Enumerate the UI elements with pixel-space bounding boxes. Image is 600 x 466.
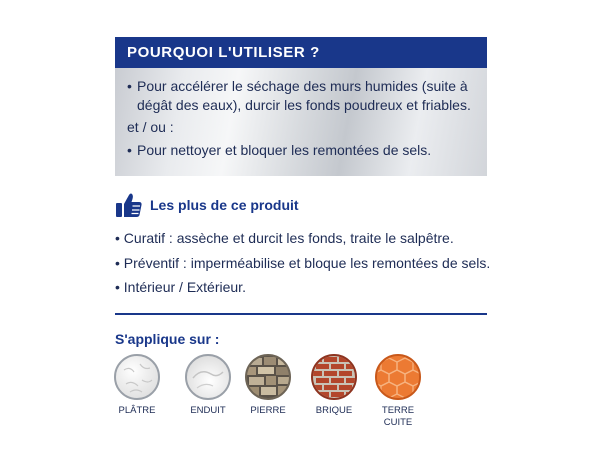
benefit-item: • Intérieur / Extérieur. (115, 279, 246, 295)
why-use-panel (115, 37, 487, 176)
pierre-swatch (245, 354, 291, 400)
applies-on-title: S'applique sur : (115, 331, 220, 347)
section-divider (115, 313, 487, 315)
material-label-line-1: PLÂTRE (118, 405, 156, 416)
bullet-dot: • (127, 142, 132, 158)
material-platre (102, 354, 172, 417)
why-separator: et / ou : (127, 119, 174, 135)
material-label (233, 405, 303, 417)
benefit-item: • Curatif : assèche et durcit les fonds, traite le salpêtre. (115, 230, 454, 246)
thumbs-up-icon (115, 191, 143, 219)
why-bullet-2-text: Pour nettoyer et bloquer les remontées de sels. (137, 142, 432, 158)
benefits-list (115, 226, 495, 300)
why-use-body (115, 68, 487, 176)
material-brique (299, 354, 369, 417)
material-label-line-1: TERRE (381, 405, 415, 416)
material-terre-cuite (363, 354, 433, 429)
material-label-line-1: ENDUIT (190, 405, 226, 416)
enduit-swatch (185, 354, 231, 400)
why-bullet-1 (127, 77, 475, 115)
materials-row (0, 354, 600, 434)
terre-cuite-swatch (375, 354, 421, 400)
material-pierre (233, 354, 303, 417)
material-label-line-2: CUITE (383, 417, 413, 428)
why-bullet-1-line-1: Pour accélérer le séchage des murs humides (suite à (137, 78, 468, 94)
bullet-dot: • (127, 78, 132, 94)
benefits-heading (115, 190, 495, 220)
material-label (102, 405, 172, 417)
benefit-item: • Préventif : imperméabilise et bloque les remontées de sels. (115, 254, 491, 271)
material-label-line-1: PIERRE (250, 405, 286, 416)
material-label-line-1: BRIQUE (315, 405, 353, 416)
why-bullet-2 (127, 141, 475, 160)
material-label (299, 405, 369, 417)
product-benefits-section (115, 190, 495, 300)
brique-swatch (311, 354, 357, 400)
why-bullet-1-line-2: dégât des eaux), durcir les fonds poudreux et friables. (137, 97, 471, 113)
platre-swatch (114, 354, 160, 400)
why-use-title: POURQUOI L'UTILISER ? (115, 37, 487, 68)
material-label (363, 405, 433, 429)
benefits-title: Les plus de ce produit (150, 197, 299, 213)
